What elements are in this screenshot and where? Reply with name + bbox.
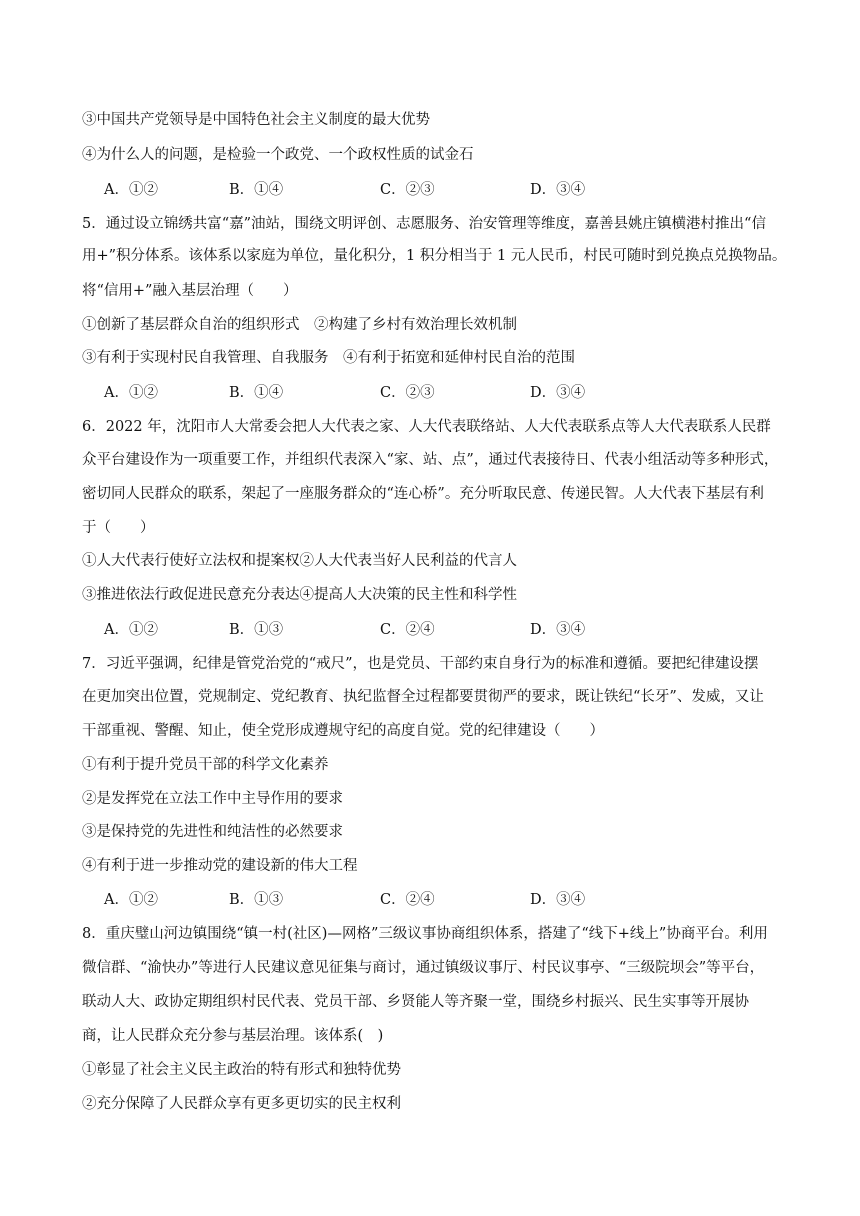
option-c: C．②③ xyxy=(380,385,435,401)
choice-line: ①彰显了社会主义民主政治的特有形式和独特优势 xyxy=(82,1062,401,1078)
choice-line: ③中国共产党领导是中国特色社会主义制度的最大优势 xyxy=(82,112,430,128)
question-8-text: 联动人大、政协定期组织村民代表、党员干部、乡贤能人等齐聚一堂，围绕乡村振兴、民生实事等开展协 xyxy=(82,994,749,1010)
option-a: A．①② xyxy=(104,622,158,638)
choice-line: ④有利于进一步推动党的建设新的伟大工程 xyxy=(82,858,358,874)
question-6-text: 密切同人民群众的联系，架起了一座服务群众的“连心桥”。充分听取民意、传递民智。人大代表下基层有利 xyxy=(82,486,764,502)
option-a: A．①② xyxy=(104,182,158,198)
question-7-text: 干部重视、警醒、知止，使全党形成遵规守纪的高度自觉。党的纪律建设（ ） xyxy=(82,723,604,739)
option-b: B．①④ xyxy=(229,385,284,401)
question-5-text: 5．通过设立锦绣共富“嘉”油站，围绕文明评创、志愿服务、治安管理等维度，嘉善县姚庄镇横港村推出“信 xyxy=(82,216,766,232)
choice-line: ③推进依法行政促进民意充分表达④提高人大决策的民主性和科学性 xyxy=(82,587,517,603)
choice-line: ②充分保障了人民群众享有更多更切实的民主权利 xyxy=(82,1096,401,1112)
question-7-text: 7．习近平强调，纪律是管党治党的“戒尺”，也是党员、干部约束自身行为的标准和遵循。要把纪律建设摆 xyxy=(82,656,759,672)
question-8-text: 商，让人民群众充分参与基层治理。该体系( ) xyxy=(82,1028,384,1044)
option-a: A．①② xyxy=(104,892,158,908)
question-7-text: 在更加突出位置，党规制定、党纪教育、执纪监督全过程都要贯彻严的要求，既让铁纪“长牙”、发威，又让 xyxy=(82,689,764,705)
option-b: B．①④ xyxy=(229,182,284,198)
option-c: C．②④ xyxy=(380,622,435,638)
option-d: D．③④ xyxy=(530,385,586,401)
choice-line: ③有利于实现村民自我管理、自我服务 ④有利于拓宽和延伸村民自治的范围 xyxy=(82,350,575,366)
option-c: C．②③ xyxy=(380,182,435,198)
question-8-text: 8．重庆璧山河边镇围绕“镇一村(社区)—网格”三级议事协商组织体系，搭建了“线下+线上”协商平台。利用 xyxy=(82,926,768,942)
option-a: A．①② xyxy=(104,385,158,401)
option-d: D．③④ xyxy=(530,622,586,638)
choice-line: ①创新了基层群众自治的组织形式 ②构建了乡村有效治理长效机制 xyxy=(82,317,517,333)
choice-line: ②是发挥党在立法工作中主导作用的要求 xyxy=(82,791,343,807)
option-c: C．②④ xyxy=(380,892,435,908)
question-6-text: 于（ ） xyxy=(82,520,155,536)
option-d: D．③④ xyxy=(530,182,586,198)
choice-line: ①人大代表行使好立法权和提案权②人大代表当好人民利益的代言人 xyxy=(82,553,517,569)
choice-line: ③是保持党的先进性和纯洁性的必然要求 xyxy=(82,824,343,840)
option-b: B．①③ xyxy=(229,622,284,638)
choice-line: ④为什么人的问题，是检验一个政党、一个政权性质的试金石 xyxy=(82,147,474,163)
question-6-text: 6．2022 年，沈阳市人大常委会把人大代表之家、人大代表联络站、人大代表联系点等人大代表联系人民群 xyxy=(82,419,771,435)
question-5-text: 用+”积分体系。该体系以家庭为单位，量化积分，1 积分相当于 1 元人民币，村民可随时到兑换点兑换物品。 xyxy=(82,248,787,264)
question-6-text: 众平台建设作为一项重要工作，并组织代表深入“家、站、点”，通过代表接待日、代表小组活动等多种形式， xyxy=(82,452,779,468)
question-5-text: 将“信用+”融入基层治理（ ） xyxy=(82,283,298,299)
question-8-text: 微信群、“渝快办”等进行人民建议意见征集与商讨，通过镇级议事厅、村民议事亭、“三级院坝会”等平台， xyxy=(82,960,765,976)
choice-line: ①有利于提升党员干部的科学文化素养 xyxy=(82,757,329,773)
option-d: D．③④ xyxy=(530,892,586,908)
option-b: B．①③ xyxy=(229,892,284,908)
